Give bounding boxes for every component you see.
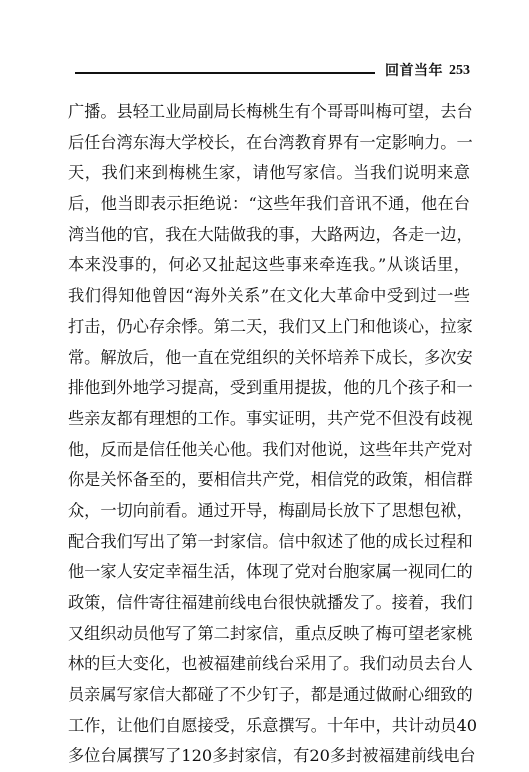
running-header (75, 60, 469, 84)
text-line: 后任台湾东海大学校长，在台湾教育界有一定影响力。一 (68, 132, 473, 152)
text-line: 打击，仍心存余悸。第二天，我们又上门和他谈心，拉家 (68, 316, 473, 336)
text-line: 工作，让他们自愿接受，乐意撰写。十年中，共计动员40 (68, 715, 478, 735)
text-line: 又组织动员他写了第二封家信，重点反映了梅可望老家桃 (68, 623, 473, 643)
text-line: 常。解放后，他一直在党组织的关怀培养下成长，多次安 (68, 347, 473, 367)
text-line: 本来没事的，何必又扯起这些事来牵连我。”从谈话里， (68, 255, 470, 275)
running-head-title: 回首当年 (385, 63, 443, 79)
text-line: 他，反而是信任他关心他。我们对他说，这些年共产党对 (68, 439, 473, 459)
text-line: 湾当他的官，我在大陆做我的事，大路两边，各走一边， (68, 224, 473, 244)
text-line: 些亲友都有理想的工作。事实证明，共产党不但没有歧视 (68, 408, 473, 428)
header-rule (75, 72, 375, 74)
text-line: 天，我们来到梅桃生家，请他写家信。当我们说明来意 (68, 163, 470, 183)
text-line: 员亲属写家信大都碰了不少钉子，都是通过做耐心细致的 (68, 685, 473, 705)
body-paragraph (68, 97, 478, 772)
text-line: 他一家人安定幸福生活，体现了党对台胞家属一视同仁的 (68, 562, 473, 582)
text-line: 排他到外地学习提高，受到重用提拔，他的几个孩子和一 (68, 378, 473, 398)
page-number: 253 (449, 63, 470, 78)
text-line: 多位台属撰写了120多封家信，有20多封被福建前线电台 (68, 746, 476, 766)
text-line: 广播。县轻工业局副局长梅桃生有个哥哥叫梅可望，去台 (68, 102, 473, 121)
text-line: 我们得知他曾因“海外关系”在文化大革命中受到过一些 (68, 286, 470, 306)
text-line: 众，一切向前看。通过开导，梅副局长放下了思想包袱， (68, 500, 473, 520)
text-line: 政策，信件寄往福建前线电台很快就播发了。接着，我们 (68, 593, 473, 612)
text-line: 林的巨大变化，也被福建前线台采用了。我们动员去台人 (68, 654, 473, 674)
text-line: 后，他当即表示拒绝说：“这些年我们音讯不通，他在台 (68, 194, 470, 214)
text-line: 你是关怀备至的，要相信共产党，相信党的政策，相信群 (68, 470, 473, 490)
text-line: 配合我们写出了第一封家信。信中叙述了他的成长过程和 (68, 531, 473, 551)
